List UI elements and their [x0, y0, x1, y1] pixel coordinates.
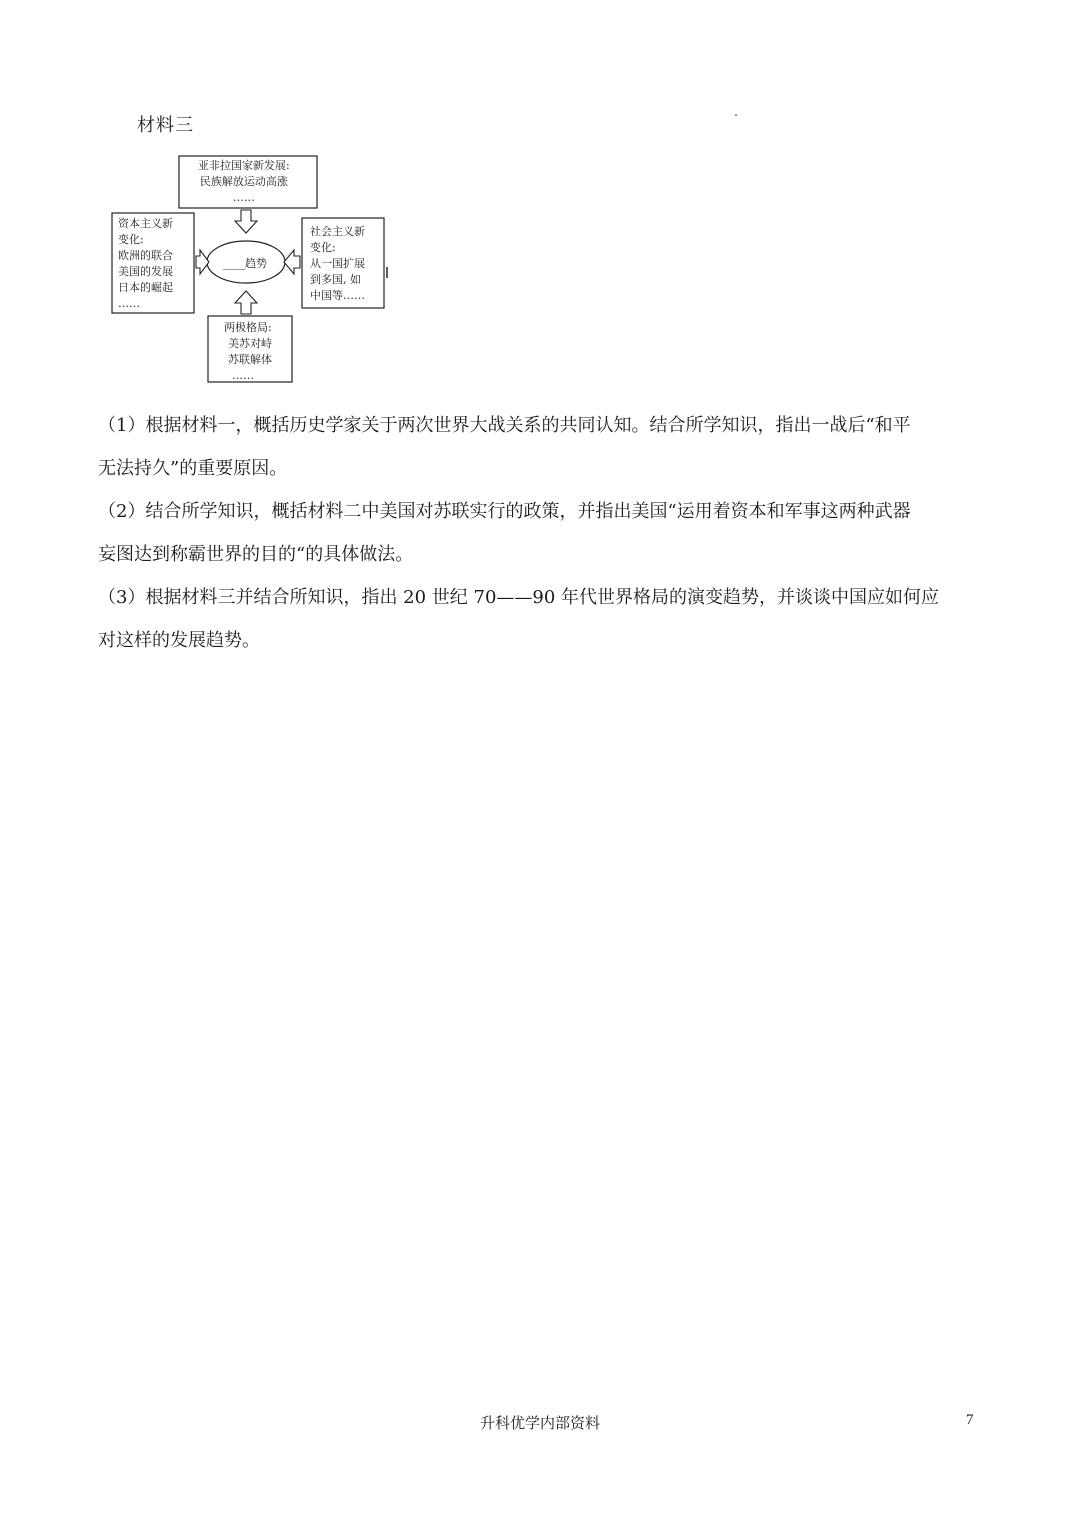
diagram-bottom-text: [224, 320, 272, 384]
diagram-right-line: 到多国, 如: [310, 273, 361, 286]
diagram-center-label: [223, 255, 267, 271]
question-text: 根据材料三并结合所知识，指出 20 世纪 70——90 年代世界格局的演变趋势，并谈谈中国应如何应: [145, 587, 940, 608]
diagram-left-line: 美国的发展: [118, 265, 173, 278]
question-number: （3）: [98, 587, 146, 608]
question-line: 妄图达到称霸世界的目的“的具体做法。: [98, 544, 414, 565]
scan-speck: [735, 114, 737, 116]
diagram-left-line: 欧洲的联合: [118, 249, 173, 262]
diagram-left-line: 资本主义新: [118, 217, 173, 230]
page-number: 7: [966, 1412, 974, 1428]
question-number: （2）: [98, 501, 146, 522]
diagram-left-line: ……: [118, 297, 140, 310]
question-item: [98, 490, 978, 576]
diagram-left-line: 日本的崛起: [118, 281, 173, 294]
question-line: 无法持久”的重要原因。: [98, 458, 288, 479]
trend-blank: ____: [223, 257, 245, 270]
diagram-top-line: 民族解放运动高涨: [199, 175, 288, 188]
question-line: [98, 576, 978, 619]
arrow-bottom-icon: [235, 291, 257, 314]
question-text: 结合所学知识，概括材料二中美国对苏联实行的政策，并指出美国“运用着资本和军事这两种武器: [145, 501, 911, 522]
diagram-right-line: 社会主义新: [310, 225, 365, 238]
arrow-left-icon: [196, 250, 209, 274]
diagram-top-line: ……: [232, 191, 255, 204]
diagram-bottom-line: 两极格局:: [224, 321, 272, 334]
question-item: [98, 576, 978, 662]
question-line: [98, 490, 978, 533]
diagram-left-line: 变化:: [118, 233, 144, 246]
question-line: [98, 404, 978, 447]
footer-text: 升科优学内部资料: [479, 1414, 600, 1432]
trend-label: 趋势: [245, 257, 267, 270]
world-pattern-diagram: [110, 150, 400, 390]
question-line: 对这样的发展趋势。: [98, 630, 260, 651]
question-list: [98, 404, 978, 662]
diagram-right-line: 中国等……: [310, 289, 365, 302]
question-text: 根据材料一，概括历史学家关于两次世界大战关系的共同认知。结合所学知识，指出一战后“和平: [145, 415, 911, 436]
diagram-top-text: [198, 158, 290, 206]
diagram-right-text: [310, 224, 365, 304]
question-number: （1）: [98, 415, 146, 436]
diagram-bottom-line: 苏联解体: [228, 353, 272, 366]
question-item: [98, 404, 978, 490]
diagram-right-line: 从一国扩展: [310, 257, 365, 270]
diagram-right-line: 变化:: [310, 241, 336, 254]
material-heading: 材料三: [137, 115, 194, 136]
arrow-top-icon: [235, 210, 257, 233]
arrow-right-icon: [284, 250, 300, 274]
diagram-top-line: 亚非拉国家新发展:: [198, 159, 290, 172]
diagram-bottom-line: 美苏对峙: [228, 337, 272, 350]
diagram-left-text: [118, 216, 173, 312]
diagram-bottom-line: ……: [232, 369, 254, 382]
